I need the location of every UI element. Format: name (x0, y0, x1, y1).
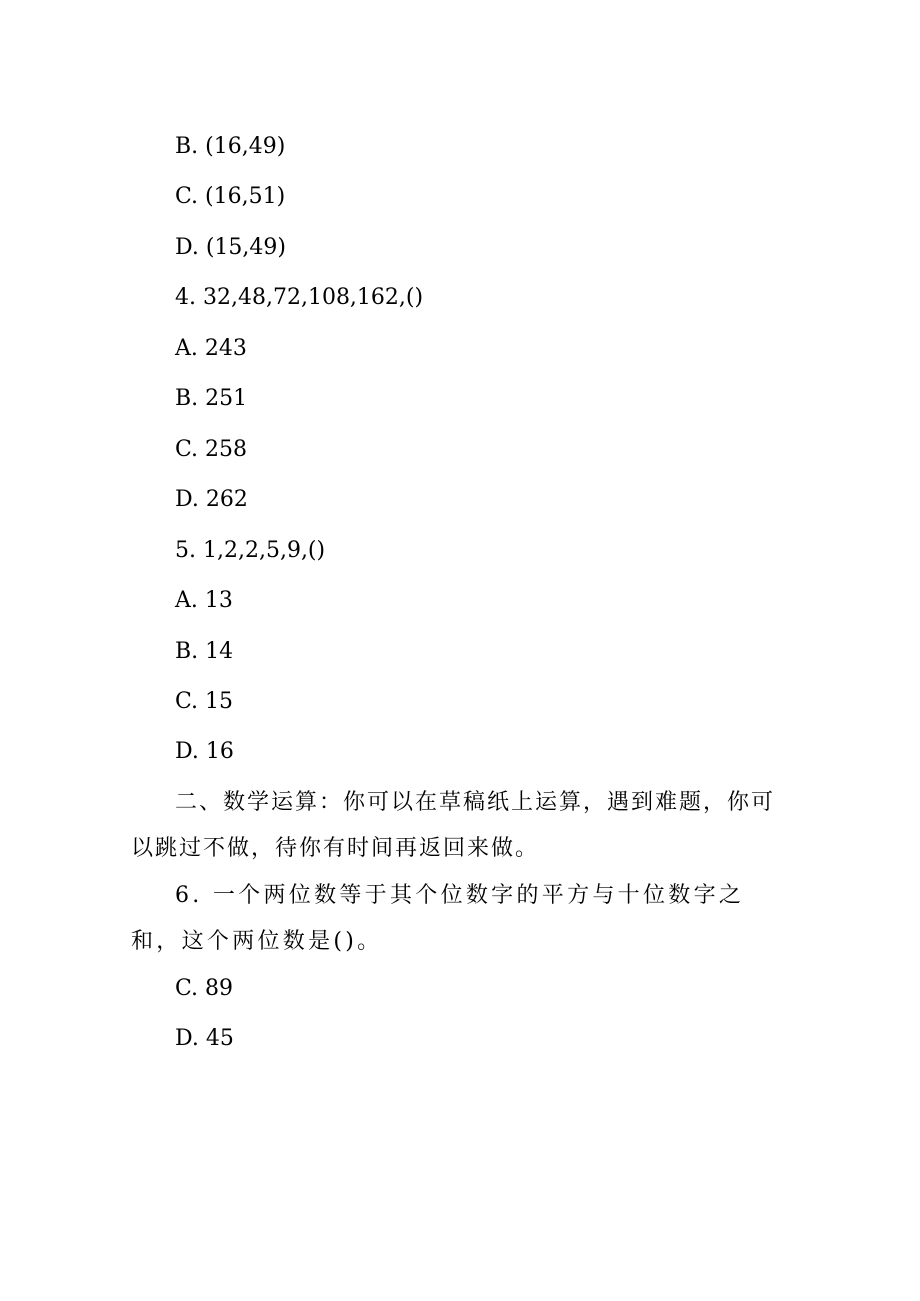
question-6: 6. 一个两位数等于其个位数字的平方与十位数字之和，这个两位数是()。 (131, 883, 745, 954)
q3-option-b: B. (16,49) (175, 134, 286, 159)
q4-option-b: B. 251 (175, 386, 248, 411)
q3-option-d: D. (15,49) (175, 235, 286, 260)
section-heading-math: 二、数学运算：你可以在草稿纸上运算，遇到难题，你可以跳过不做，待你有时间再返回来做。 (131, 790, 776, 861)
q3-option-c: C. (16,51) (175, 184, 286, 209)
q4-option-d: D. 262 (175, 487, 248, 512)
q4-option-a: A. 243 (175, 336, 247, 361)
q6-option-c: C. 89 (175, 976, 234, 1001)
q4-option-c: C. 258 (175, 437, 248, 462)
q5-option-d: D. 16 (175, 739, 234, 764)
q5-option-c: C. 15 (175, 689, 234, 714)
q5-option-a: A. 13 (175, 588, 233, 613)
question-5: 5. 1,2,2,5,9,() (175, 538, 326, 563)
q6-option-d: D. 45 (175, 1026, 234, 1051)
q5-option-b: B. 14 (175, 639, 234, 664)
question-4: 4. 32,48,72,108,162,() (175, 285, 424, 310)
